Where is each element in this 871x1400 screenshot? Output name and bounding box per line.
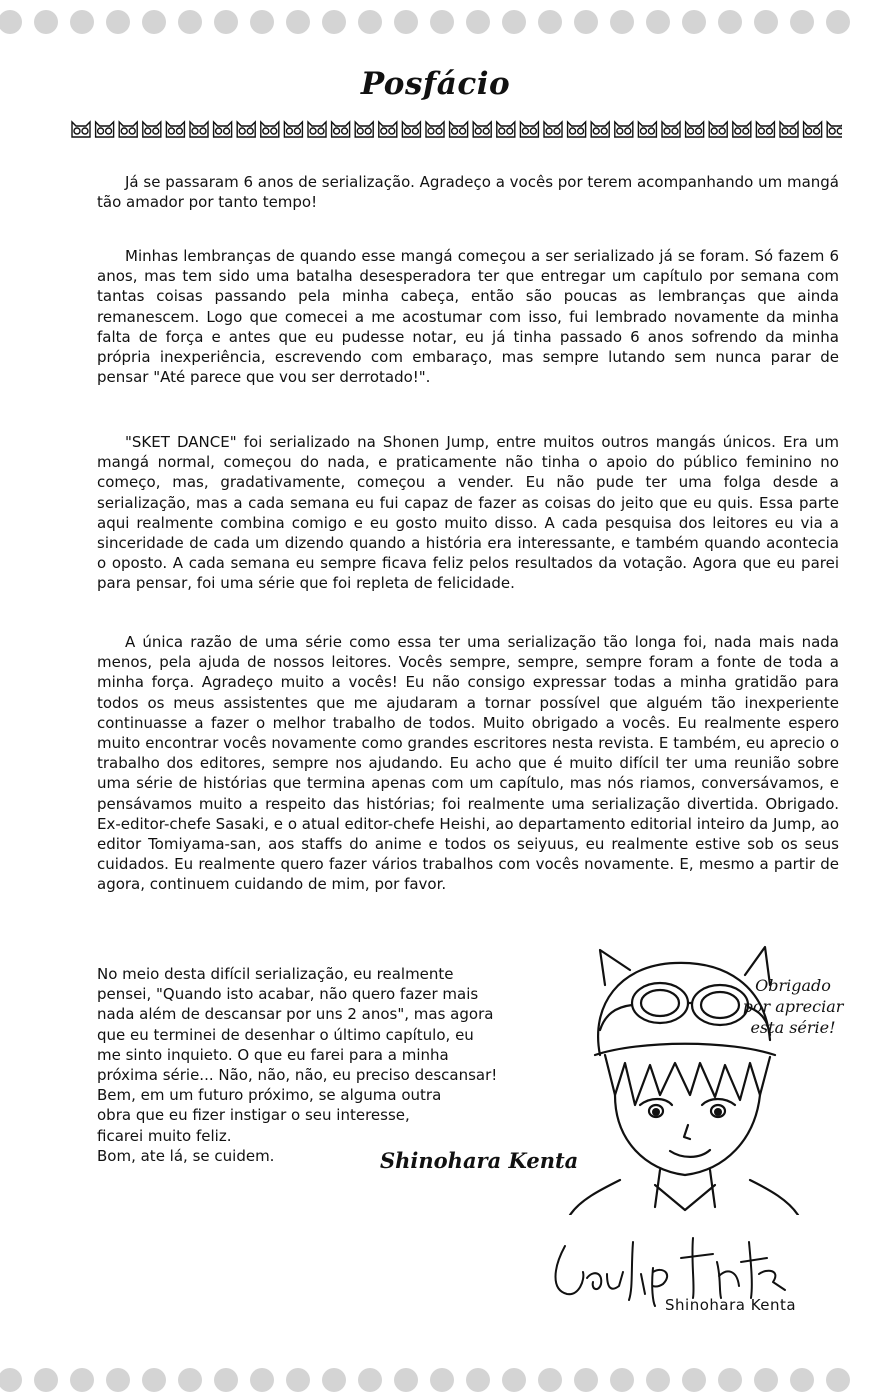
signature-caption: Shinohara Kenta: [665, 1296, 797, 1314]
author-name: Shinohara Kenta: [380, 1148, 579, 1173]
cat-goggles-icon: [780, 122, 798, 137]
border-dot: [790, 10, 814, 34]
border-dot: [322, 10, 346, 34]
border-dot: [718, 1368, 742, 1392]
border-dot: [826, 10, 850, 34]
cat-goggles-icon: [166, 122, 184, 137]
cat-goggles-icon: [638, 122, 656, 137]
border-dot: [430, 1368, 454, 1392]
border-dot: [466, 1368, 490, 1392]
cat-goggles-icon: [237, 122, 255, 137]
page-title: Posfácio: [360, 66, 511, 102]
border-dot: [754, 10, 778, 34]
cat-goggles-ornament-row: [70, 118, 842, 140]
cat-goggles-icon: [119, 122, 137, 137]
cat-goggles-icon: [686, 122, 704, 137]
border-dot: [142, 1368, 166, 1392]
border-dot: [394, 1368, 418, 1392]
cat-goggles-icon: [355, 122, 373, 137]
border-dot: [142, 10, 166, 34]
cat-goggles-icon: [615, 122, 633, 137]
border-dot: [358, 1368, 382, 1392]
top-dot-border: [0, 0, 871, 54]
border-dot: [358, 10, 382, 34]
border-dot: [682, 10, 706, 34]
border-dot: [466, 10, 490, 34]
border-dot: [214, 10, 238, 34]
cat-goggles-icon: [261, 122, 279, 137]
cat-goggles-icon: [308, 122, 326, 137]
cat-goggles-icon: [214, 122, 232, 137]
border-dot: [826, 1368, 850, 1392]
thanks-note: Obrigado por apreciar esta série!: [742, 976, 844, 1037]
border-dot: [646, 10, 670, 34]
paragraph-3: "SKET DANCE" foi serializado na Shonen Jump, entre muitos outros mangás únicos. Era um mangá normal, começou do nada, e praticamente não tinha o apoio do público feminino no começo, mas, gradativamente, começou a vender. Eu não pude ter uma folga desde a serialização, mas a cada semana eu fui capaz de fazer as coisas do jeito que eu quis. Essa parte aqui realmente combina comigo e eu gosto muito disso. A cada pesquisa dos leitores eu via a sinceridade de cada um dizendo quando a história era interessante, e também quando acontecia o oposto. A cada semana eu sempre ficava feliz pelos resultados da votação. Agora que eu parei para pensar, foi uma série que foi repleta de felicidade.: [97, 433, 839, 593]
cat-goggles-icon: [190, 122, 208, 137]
border-dot: [538, 1368, 562, 1392]
cat-goggles-icon: [450, 122, 468, 137]
cat-goggles-icon: [733, 122, 751, 137]
border-dot: [178, 1368, 202, 1392]
border-dot: [322, 1368, 346, 1392]
cat-goggles-icon: [756, 122, 774, 137]
border-dot: [0, 1368, 22, 1392]
border-dot: [34, 1368, 58, 1392]
cat-goggles-icon: [568, 122, 586, 137]
cat-goggles-icon: [402, 122, 420, 137]
border-dot: [610, 1368, 634, 1392]
cat-goggles-icon: [709, 122, 727, 137]
border-dot: [646, 1368, 670, 1392]
bottom-dot-border: [0, 1346, 871, 1400]
border-dot: [718, 10, 742, 34]
border-dot: [34, 10, 58, 34]
border-dot: [250, 10, 274, 34]
border-dot: [70, 1368, 94, 1392]
border-dot: [502, 1368, 526, 1392]
cat-goggles-icon: [332, 122, 350, 137]
border-dot: [682, 1368, 706, 1392]
border-dot: [178, 10, 202, 34]
border-dot: [502, 10, 526, 34]
cat-goggles-icon: [284, 122, 302, 137]
border-dot: [394, 10, 418, 34]
border-dot: [214, 1368, 238, 1392]
border-dot: [574, 1368, 598, 1392]
cat-goggles-icon: [379, 122, 397, 137]
closing-note: No meio desta difícil serialização, eu realmente pensei, "Quando isto acabar, não quero fazer mais nada além de descansar por uns 2 anos", mas agora que eu terminei de desenhar o último capítulo, eu me sinto inquieto. O que eu farei para a minha próxima série... Não, não, não, eu preciso descansar! Bem, em um futuro próximo, se alguma outra obra que eu fizer instigar o seu interesse, ficarei muito feliz. Bom, ate lá, se cuidem.: [97, 965, 498, 1165]
cat-goggles-icon: [827, 122, 842, 137]
paragraph-2: Minhas lembranças de quando esse mangá começou a ser serializado já se foram. Só fazem 6 anos, mas tem sido uma batalha desesperadora ter que entregar um capítulo por semana com tantas coisas passando pela minha cabeça, então são poucas as lembranças que ainda remanescem. Logo que comecei a me acostumar com isso, fui lembrado novamente da minha falta de força e antes que eu pudesse notar, eu já tinha passado 6 anos sofrendo da minha própria inexperiência, escrevendo com embaraço, mas sempre lutando sem nunca parar de pensar "Até parece que vou ser derrotado!".: [97, 247, 839, 387]
border-dot: [430, 10, 454, 34]
border-dot: [70, 10, 94, 34]
border-dot: [538, 10, 562, 34]
cat-goggles-icon: [591, 122, 609, 137]
cat-goggles-icon: [520, 122, 538, 137]
paragraph-1: Já se passaram 6 anos de serialização. Agradeço a vocês por terem acompanhando um mangá tão amador por tanto tempo!: [97, 173, 839, 212]
border-dot: [0, 10, 22, 34]
cat-goggles-icon: [473, 122, 491, 137]
cat-goggles-icon: [72, 122, 90, 137]
border-dot: [286, 10, 310, 34]
border-dot: [106, 10, 130, 34]
cat-goggles-icon: [544, 122, 562, 137]
cat-goggles-icon: [143, 122, 161, 137]
cat-goggles-icon: [497, 122, 515, 137]
border-dot: [250, 1368, 274, 1392]
border-dot: [106, 1368, 130, 1392]
border-dot: [790, 1368, 814, 1392]
border-dot: [286, 1368, 310, 1392]
cat-goggles-icon: [426, 122, 444, 137]
cat-goggles-icon: [662, 122, 680, 137]
border-dot: [754, 1368, 778, 1392]
border-dot: [574, 10, 598, 34]
paragraph-4: A única razão de uma série como essa ter uma serialização tão longa foi, nada mais nada menos, pela ajuda de nossos leitores. Vocês sempre, sempre, sempre foram a fonte de toda a minha força. Agradeço muito a vocês! Eu não consigo expressar todas a minha gratidão para todos os meus assistentes que me ajudaram a tornar possível que alguém tão inexperiente continuasse a fazer o melhor trabalho de todos. Muito obrigado a vocês. Eu realmente espero muito encontrar vocês novamente como grandes escritores nesta revista. E também, eu aprecio o trabalho dos editores, sempre nos ajudando. Eu acho que é muito difícil ter uma reunião sobre uma série de histórias que termina apenas com um capítulo, mas nós riamos, conversávamos, e pensávamos muito a respeito das histórias; foi realmente uma serialização divertida. Obrigado. Ex-editor-chefe Sasaki, e o atual editor-chefe Heishi, ao departamento editorial inteiro da Jump, ao editor Tomiyama-san, aos staffs do anime e todos os seiyuus, eu realmente estive sob os seus cuidados. Eu realmente quero fazer vários trabalhos com vocês novamente. E, mesmo a partir de agora, continuem cuidando de mim, por favor.: [97, 633, 839, 894]
cat-goggles-icon: [96, 122, 114, 137]
cat-goggles-icon: [804, 122, 822, 137]
border-dot: [610, 10, 634, 34]
